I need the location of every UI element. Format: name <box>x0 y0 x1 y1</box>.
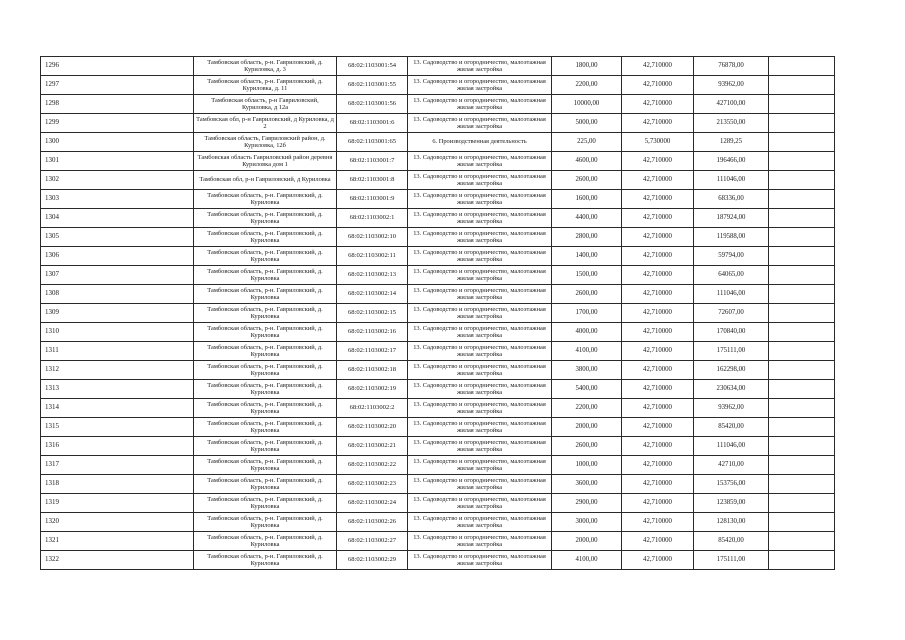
table-row <box>41 475 835 494</box>
permitted-use-cell: 13. Садоводство и огородничество, малоэтажная жилая застройка <box>408 285 552 304</box>
cadastral-number-cell: 68:02:1103001:6 <box>337 114 408 133</box>
row-number-cell: 1310 <box>41 323 194 342</box>
cadastral-number-cell: 68:02:1103001:56 <box>337 95 408 114</box>
empty-cell <box>769 114 835 133</box>
permitted-use-cell: 13. Садоводство и огородничество, малоэтажная жилая застройка <box>408 114 552 133</box>
table-row <box>41 228 835 247</box>
address-cell: Тамбовская область, р-н. Гавриловский, д. Куриловка <box>194 418 337 437</box>
cadastral-number-cell: 68:02:1103002:17 <box>337 342 408 361</box>
area-cell: 5000,00 <box>552 114 622 133</box>
empty-cell <box>769 285 835 304</box>
cadastral-value-cell: 42710,00 <box>694 456 769 475</box>
table-row <box>41 76 835 95</box>
table-row <box>41 342 835 361</box>
specific-value-cell: 42,710000 <box>622 304 694 323</box>
table-body <box>41 57 835 570</box>
cadastral-number-cell: 68:02:1103001:9 <box>337 190 408 209</box>
specific-value-cell: 42,710000 <box>622 247 694 266</box>
row-number-cell: 1308 <box>41 285 194 304</box>
cadastral-number-cell: 68:02:1103002:23 <box>337 475 408 494</box>
table-row <box>41 209 835 228</box>
address-cell: Тамбовская область, р-н. Гавриловский, д. Куриловка <box>194 228 337 247</box>
permitted-use-cell: 13. Садоводство и огородничество, малоэтажная жилая застройка <box>408 247 552 266</box>
permitted-use-cell: 13. Садоводство и огородничество, малоэтажная жилая застройка <box>408 266 552 285</box>
address-cell: Тамбовская область Гавриловский район деревня Куриловка дом 1 <box>194 152 337 171</box>
cadastral-value-cell: 59794,00 <box>694 247 769 266</box>
permitted-use-cell: 13. Садоводство и огородничество, малоэтажная жилая застройка <box>408 57 552 76</box>
cadastral-value-cell: 119588,00 <box>694 228 769 247</box>
land-plot-registry-table <box>40 56 835 570</box>
cadastral-number-cell: 68:02:1103002:15 <box>337 304 408 323</box>
row-number-cell: 1298 <box>41 95 194 114</box>
permitted-use-cell: 13. Садоводство и огородничество, малоэтажная жилая застройка <box>408 152 552 171</box>
specific-value-cell: 42,710000 <box>622 380 694 399</box>
address-cell: Тамбовская область, р-н. Гавриловский, д. Куриловка <box>194 456 337 475</box>
area-cell: 2000,00 <box>552 532 622 551</box>
cadastral-number-cell: 68:02:1103002:10 <box>337 228 408 247</box>
permitted-use-cell: 13. Садоводство и огородничество, малоэтажная жилая застройка <box>408 76 552 95</box>
document-page <box>40 56 834 570</box>
permitted-use-cell: 13. Садоводство и огородничество, малоэтажная жилая застройка <box>408 361 552 380</box>
row-number-cell: 1302 <box>41 171 194 190</box>
row-number-cell: 1306 <box>41 247 194 266</box>
table-row <box>41 399 835 418</box>
table-row <box>41 114 835 133</box>
row-number-cell: 1301 <box>41 152 194 171</box>
specific-value-cell: 42,710000 <box>622 418 694 437</box>
empty-cell <box>769 380 835 399</box>
permitted-use-cell: 13. Садоводство и огородничество, малоэтажная жилая застройка <box>408 437 552 456</box>
address-cell: Тамбовская область, Гавриловский район, д. Куриловка, 12б <box>194 133 337 152</box>
cadastral-value-cell: 85420,00 <box>694 418 769 437</box>
table-row <box>41 152 835 171</box>
cadastral-number-cell: 68:02:1103001:54 <box>337 57 408 76</box>
area-cell: 225,00 <box>552 133 622 152</box>
cadastral-value-cell: 85420,00 <box>694 532 769 551</box>
cadastral-number-cell: 68:02:1103001:65 <box>337 133 408 152</box>
table-row <box>41 494 835 513</box>
table-row <box>41 361 835 380</box>
address-cell: Тамбовская обл, р-н Гавриловский, д Куриловка <box>194 171 337 190</box>
cadastral-number-cell: 68:02:1103002:22 <box>337 456 408 475</box>
cadastral-number-cell: 68:02:1103001:7 <box>337 152 408 171</box>
address-cell: Тамбовская область, р-н. Гавриловский, д. Куриловка <box>194 513 337 532</box>
specific-value-cell: 42,710000 <box>622 456 694 475</box>
cadastral-value-cell: 111046,00 <box>694 437 769 456</box>
cadastral-value-cell: 196466,00 <box>694 152 769 171</box>
address-cell: Тамбовская область, р-н. Гавриловский, д. Куриловка <box>194 361 337 380</box>
cadastral-number-cell: 68:02:1103002:20 <box>337 418 408 437</box>
cadastral-number-cell: 68:02:1103002:14 <box>337 285 408 304</box>
address-cell: Тамбовская обл, р-н Гавриловский, д Куриловка, д 2 <box>194 114 337 133</box>
area-cell: 1800,00 <box>552 57 622 76</box>
specific-value-cell: 42,710000 <box>622 437 694 456</box>
area-cell: 5400,00 <box>552 380 622 399</box>
cadastral-value-cell: 175111,00 <box>694 342 769 361</box>
specific-value-cell: 42,710000 <box>622 76 694 95</box>
cadastral-value-cell: 93962,00 <box>694 76 769 95</box>
cadastral-value-cell: 76878,00 <box>694 57 769 76</box>
empty-cell <box>769 456 835 475</box>
cadastral-number-cell: 68:02:1103002:24 <box>337 494 408 513</box>
permitted-use-cell: 13. Садоводство и огородничество, малоэтажная жилая застройка <box>408 456 552 475</box>
area-cell: 10000,00 <box>552 95 622 114</box>
row-number-cell: 1316 <box>41 437 194 456</box>
cadastral-value-cell: 427100,00 <box>694 95 769 114</box>
empty-cell <box>769 95 835 114</box>
address-cell: Тамбовская область, р-н. Гавриловский, д. Куриловка <box>194 285 337 304</box>
area-cell: 2600,00 <box>552 285 622 304</box>
permitted-use-cell: 13. Садоводство и огородничество, малоэтажная жилая застройка <box>408 304 552 323</box>
permitted-use-cell: 13. Садоводство и огородничество, малоэтажная жилая застройка <box>408 342 552 361</box>
area-cell: 2800,00 <box>552 228 622 247</box>
cadastral-value-cell: 68336,00 <box>694 190 769 209</box>
empty-cell <box>769 513 835 532</box>
permitted-use-cell: 13. Садоводство и огородничество, малоэтажная жилая застройка <box>408 95 552 114</box>
specific-value-cell: 42,710000 <box>622 532 694 551</box>
area-cell: 2000,00 <box>552 418 622 437</box>
area-cell: 4000,00 <box>552 323 622 342</box>
row-number-cell: 1318 <box>41 475 194 494</box>
empty-cell <box>769 361 835 380</box>
address-cell: Тамбовская область, р-н. Гавриловский, д. Куриловка <box>194 342 337 361</box>
cadastral-value-cell: 213550,00 <box>694 114 769 133</box>
empty-cell <box>769 494 835 513</box>
empty-cell <box>769 399 835 418</box>
row-number-cell: 1320 <box>41 513 194 532</box>
empty-cell <box>769 532 835 551</box>
address-cell: Тамбовская область, р-н. Гавриловский, д. Куриловка <box>194 494 337 513</box>
area-cell: 3800,00 <box>552 361 622 380</box>
permitted-use-cell: 13. Садоводство и огородничество, малоэтажная жилая застройка <box>408 418 552 437</box>
area-cell: 2200,00 <box>552 399 622 418</box>
empty-cell <box>769 551 835 570</box>
row-number-cell: 1312 <box>41 361 194 380</box>
specific-value-cell: 42,710000 <box>622 475 694 494</box>
cadastral-number-cell: 68:02:1103002:2 <box>337 399 408 418</box>
cadastral-value-cell: 175111,00 <box>694 551 769 570</box>
empty-cell <box>769 247 835 266</box>
empty-cell <box>769 76 835 95</box>
area-cell: 2600,00 <box>552 437 622 456</box>
address-cell: Тамбовская область, р-н. Гавриловский, д. Куриловка <box>194 209 337 228</box>
cadastral-value-cell: 93962,00 <box>694 399 769 418</box>
permitted-use-cell: 13. Садоводство и огородничество, малоэтажная жилая застройка <box>408 380 552 399</box>
address-cell: Тамбовская область, р-н Гавриловский, Куриловка, д 12а <box>194 95 337 114</box>
row-number-cell: 1304 <box>41 209 194 228</box>
row-number-cell: 1315 <box>41 418 194 437</box>
cadastral-number-cell: 68:02:1103002:18 <box>337 361 408 380</box>
permitted-use-cell: 13. Садоводство и огородничество, малоэтажная жилая застройка <box>408 171 552 190</box>
cadastral-value-cell: 153756,00 <box>694 475 769 494</box>
row-number-cell: 1319 <box>41 494 194 513</box>
row-number-cell: 1297 <box>41 76 194 95</box>
table-row <box>41 323 835 342</box>
permitted-use-cell: 13. Садоводство и огородничество, малоэтажная жилая застройка <box>408 399 552 418</box>
permitted-use-cell: 13. Садоводство и огородничество, малоэтажная жилая застройка <box>408 494 552 513</box>
area-cell: 4400,00 <box>552 209 622 228</box>
specific-value-cell: 42,710000 <box>622 171 694 190</box>
table-row <box>41 532 835 551</box>
specific-value-cell: 42,710000 <box>622 323 694 342</box>
specific-value-cell: 42,710000 <box>622 114 694 133</box>
cadastral-value-cell: 170840,00 <box>694 323 769 342</box>
table-row <box>41 380 835 399</box>
specific-value-cell: 42,710000 <box>622 342 694 361</box>
table-row <box>41 551 835 570</box>
address-cell: Тамбовская область, р-н. Гавриловский, д. Куриловка <box>194 532 337 551</box>
table-row <box>41 247 835 266</box>
row-number-cell: 1322 <box>41 551 194 570</box>
table-row <box>41 133 835 152</box>
table-row <box>41 456 835 475</box>
empty-cell <box>769 209 835 228</box>
specific-value-cell: 42,710000 <box>622 399 694 418</box>
permitted-use-cell: 13. Садоводство и огородничество, малоэтажная жилая застройка <box>408 228 552 247</box>
empty-cell <box>769 171 835 190</box>
cadastral-number-cell: 68:02:1103002:11 <box>337 247 408 266</box>
row-number-cell: 1314 <box>41 399 194 418</box>
permitted-use-cell: 13. Садоводство и огородничество, малоэтажная жилая застройка <box>408 190 552 209</box>
row-number-cell: 1321 <box>41 532 194 551</box>
specific-value-cell: 5,730000 <box>622 133 694 152</box>
empty-cell <box>769 342 835 361</box>
table-row <box>41 266 835 285</box>
area-cell: 1500,00 <box>552 266 622 285</box>
address-cell: Тамбовская область, р-н. Гавриловский, д. Куриловка <box>194 304 337 323</box>
cadastral-number-cell: 68:02:1103002:1 <box>337 209 408 228</box>
cadastral-value-cell: 111046,00 <box>694 171 769 190</box>
cadastral-value-cell: 230634,00 <box>694 380 769 399</box>
cadastral-value-cell: 111046,00 <box>694 285 769 304</box>
row-number-cell: 1296 <box>41 57 194 76</box>
area-cell: 2900,00 <box>552 494 622 513</box>
area-cell: 4100,00 <box>552 551 622 570</box>
row-number-cell: 1313 <box>41 380 194 399</box>
row-number-cell: 1317 <box>41 456 194 475</box>
permitted-use-cell: 6. Производственная деятельность <box>408 133 552 152</box>
cadastral-value-cell: 162298,00 <box>694 361 769 380</box>
area-cell: 3600,00 <box>552 475 622 494</box>
specific-value-cell: 42,710000 <box>622 152 694 171</box>
address-cell: Тамбовская область, р-н. Гавриловский, д. Куриловка <box>194 380 337 399</box>
table-row <box>41 95 835 114</box>
address-cell: Тамбовская область, р-н. Гавриловский, д. Куриловка <box>194 399 337 418</box>
cadastral-number-cell: 68:02:1103002:19 <box>337 380 408 399</box>
table-row <box>41 190 835 209</box>
table-row <box>41 285 835 304</box>
cadastral-value-cell: 187924,00 <box>694 209 769 228</box>
address-cell: Тамбовская область, р-н. Гавриловский, д. Куриловка <box>194 247 337 266</box>
address-cell: Тамбовская область, р-н. Гавриловский, д. Куриловка, д. 11 <box>194 76 337 95</box>
area-cell: 3000,00 <box>552 513 622 532</box>
specific-value-cell: 42,710000 <box>622 190 694 209</box>
cadastral-value-cell: 64065,00 <box>694 266 769 285</box>
cadastral-number-cell: 68:02:1103002:21 <box>337 437 408 456</box>
area-cell: 1000,00 <box>552 456 622 475</box>
cadastral-number-cell: 68:02:1103002:26 <box>337 513 408 532</box>
empty-cell <box>769 133 835 152</box>
permitted-use-cell: 13. Садоводство и огородничество, малоэтажная жилая застройка <box>408 209 552 228</box>
address-cell: Тамбовская область, р-н. Гавриловский, д. Куриловка, д. 3 <box>194 57 337 76</box>
area-cell: 4600,00 <box>552 152 622 171</box>
row-number-cell: 1309 <box>41 304 194 323</box>
row-number-cell: 1307 <box>41 266 194 285</box>
address-cell: Тамбовская область, р-н. Гавриловский, д. Куриловка <box>194 266 337 285</box>
empty-cell <box>769 57 835 76</box>
specific-value-cell: 42,710000 <box>622 551 694 570</box>
address-cell: Тамбовская область, р-н. Гавриловский, д. Куриловка <box>194 190 337 209</box>
table-row <box>41 171 835 190</box>
row-number-cell: 1299 <box>41 114 194 133</box>
specific-value-cell: 42,710000 <box>622 95 694 114</box>
address-cell: Тамбовская область, р-н. Гавриловский, д. Куриловка <box>194 437 337 456</box>
cadastral-number-cell: 68:02:1103002:27 <box>337 532 408 551</box>
cadastral-number-cell: 68:02:1103001:8 <box>337 171 408 190</box>
cadastral-number-cell: 68:02:1103002:29 <box>337 551 408 570</box>
row-number-cell: 1305 <box>41 228 194 247</box>
area-cell: 4100,00 <box>552 342 622 361</box>
table-row <box>41 418 835 437</box>
permitted-use-cell: 13. Садоводство и огородничество, малоэтажная жилая застройка <box>408 513 552 532</box>
permitted-use-cell: 13. Садоводство и огородничество, малоэтажная жилая застройка <box>408 532 552 551</box>
specific-value-cell: 42,710000 <box>622 513 694 532</box>
area-cell: 1400,00 <box>552 247 622 266</box>
empty-cell <box>769 323 835 342</box>
row-number-cell: 1300 <box>41 133 194 152</box>
row-number-cell: 1311 <box>41 342 194 361</box>
area-cell: 2200,00 <box>552 76 622 95</box>
specific-value-cell: 42,710000 <box>622 285 694 304</box>
empty-cell <box>769 228 835 247</box>
empty-cell <box>769 266 835 285</box>
empty-cell <box>769 475 835 494</box>
table-row <box>41 304 835 323</box>
specific-value-cell: 42,710000 <box>622 361 694 380</box>
cadastral-value-cell: 128130,00 <box>694 513 769 532</box>
cadastral-number-cell: 68:02:1103002:13 <box>337 266 408 285</box>
empty-cell <box>769 418 835 437</box>
cadastral-number-cell: 68:02:1103001:55 <box>337 76 408 95</box>
area-cell: 1600,00 <box>552 190 622 209</box>
permitted-use-cell: 13. Садоводство и огородничество, малоэтажная жилая застройка <box>408 551 552 570</box>
address-cell: Тамбовская область, р-н. Гавриловский, д. Куриловка <box>194 551 337 570</box>
area-cell: 1700,00 <box>552 304 622 323</box>
cadastral-value-cell: 72607,00 <box>694 304 769 323</box>
cadastral-number-cell: 68:02:1103002:16 <box>337 323 408 342</box>
cadastral-value-cell: 123859,00 <box>694 494 769 513</box>
empty-cell <box>769 437 835 456</box>
row-number-cell: 1303 <box>41 190 194 209</box>
permitted-use-cell: 13. Садоводство и огородничество, малоэтажная жилая застройка <box>408 475 552 494</box>
permitted-use-cell: 13. Садоводство и огородничество, малоэтажная жилая застройка <box>408 323 552 342</box>
address-cell: Тамбовская область, р-н. Гавриловский, д. Куриловка <box>194 323 337 342</box>
table-row <box>41 437 835 456</box>
cadastral-value-cell: 1289,25 <box>694 133 769 152</box>
specific-value-cell: 42,710000 <box>622 266 694 285</box>
table-row <box>41 513 835 532</box>
area-cell: 2600,00 <box>552 171 622 190</box>
table-row <box>41 57 835 76</box>
specific-value-cell: 42,710000 <box>622 209 694 228</box>
specific-value-cell: 42,710000 <box>622 494 694 513</box>
address-cell: Тамбовская область, р-н. Гавриловский, д. Куриловка <box>194 475 337 494</box>
empty-cell <box>769 304 835 323</box>
specific-value-cell: 42,710000 <box>622 228 694 247</box>
specific-value-cell: 42,710000 <box>622 57 694 76</box>
empty-cell <box>769 152 835 171</box>
empty-cell <box>769 190 835 209</box>
